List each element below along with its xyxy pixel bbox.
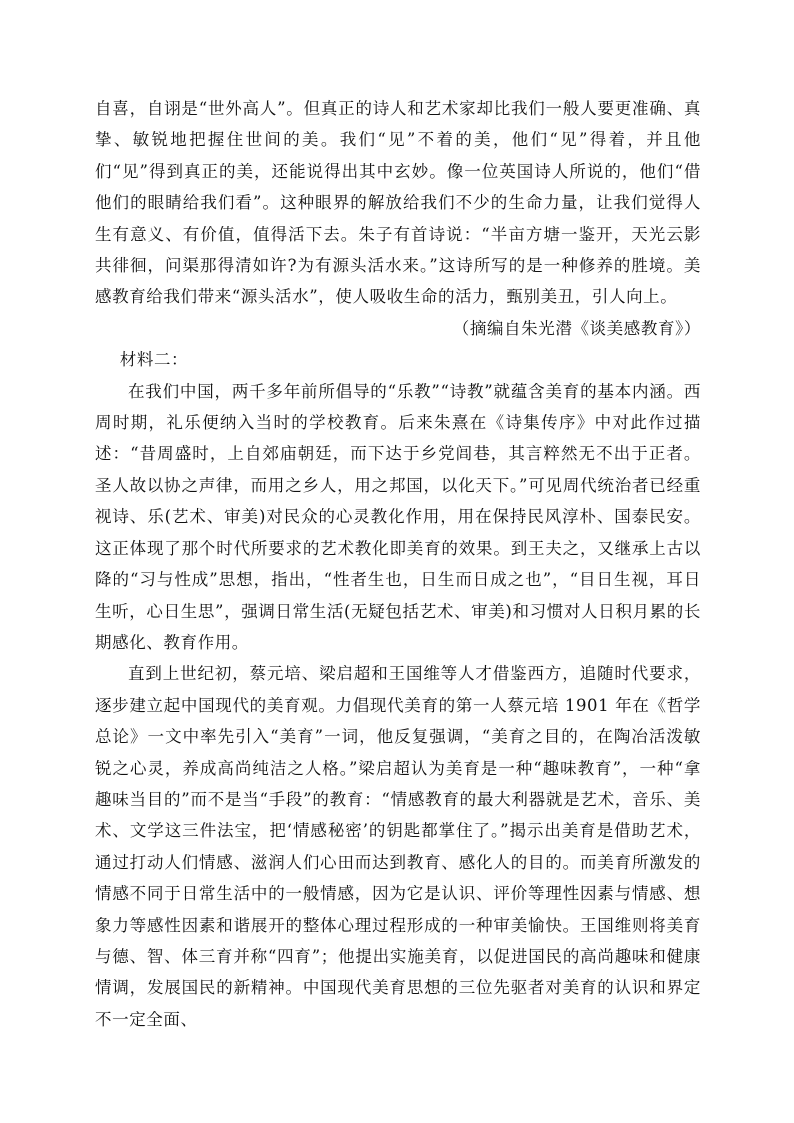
document-page — [95, 93, 701, 1035]
source-citation: （摘编自朱光潜《谈美感教育》） — [452, 318, 701, 338]
material-two-heading: 材料二： — [119, 350, 189, 370]
body-paragraph: 直到上世纪初，蔡元培、梁启超和王国维等人才借鉴西方，追随时代要求，逐步建立起中国现代的美育观。力倡现代美育的第一人蔡元培 1901 年在《哲学总论》一文中率先引入“美育”一词，他反复强调，“美育之目的，在陶冶活泼敏锐之心灵，养成高尚纯洁之人格。”梁启超认为美育是一种“趣味教育”，一种“拿趣味当目的”而不是当“手段”的教育：“情感教育的最大利器就是艺术，音乐、美术、文学这三件法宝，把‘情感秘密’的钥匙都掌住了。”揭示出美育是借助艺术，通过打动人们情感、滋润人们心田而达到教育、感化人的目的。而美育所激发的情感不同于日常生活中的一般情感，因为它是认识、评价等理性因素与情感、想象力等感性因素和谐展开的整体心理过程形成的一种审美愉快。王国维则将美育与德、智、体三育并称“四育”；他提出实施美育，以促进国民的高尚趣味和健康情调，发展国民的新精神。中国现代美育思想的三位先驱者对美育的认识和界定不一定全面、 — [95, 664, 701, 1029]
body-paragraph: 在我们中国，两千多年前所倡导的“乐教”“诗教”就蕴含美育的基本内涵。西周时期，礼乐便纳入当时的学校教育。后来朱熹在《诗集传序》中对此作过描述：“昔周盛时，上自郊庙朝廷，而下达于乡党闾巷，其言粹然无不出于正者。圣人故以协之声律，而用之乡人，用之邦国，以化天下。”可见周代统治者已经重视诗、乐(艺术、审美)对民众的心灵教化作用，用在保持民风淳朴、国泰民安。这正体现了那个时代所要求的艺术教化即美育的效果。到王夫之，又继承上古以降的“习与性成”思想，指出，“性者生也，日生而日成之也”，“目日生视，耳日生听，心日生思”，强调日常生活(无疑包括艺术、审美)和习惯对人日积月累的长期感化、教育作用。 — [95, 381, 701, 652]
material-one-tail-paragraph: 自喜，自诩是“世外高人”。但真正的诗人和艺术家却比我们一般人要更准确、真挚、敏锐地把握住世间的美。我们“见”不着的美，他们“见”得着，并且他们“见”得到真正的美，还能说得出其中玄妙。像一位英国诗人所说的，他们“借他们的眼睛给我们看”。这种眼界的解放给我们不少的生命力量，让我们觉得人生有意义、有价值，值得活下去。朱子有首诗说：“半亩方塘一鉴开，天光云影共徘徊，问渠那得清如许?为有源头活水来。”这诗所写的是一种修养的胜境。美感教育给我们带来“源头活水”，使人吸收生命的活力，甄别美丑，引人向上。 — [95, 99, 701, 307]
